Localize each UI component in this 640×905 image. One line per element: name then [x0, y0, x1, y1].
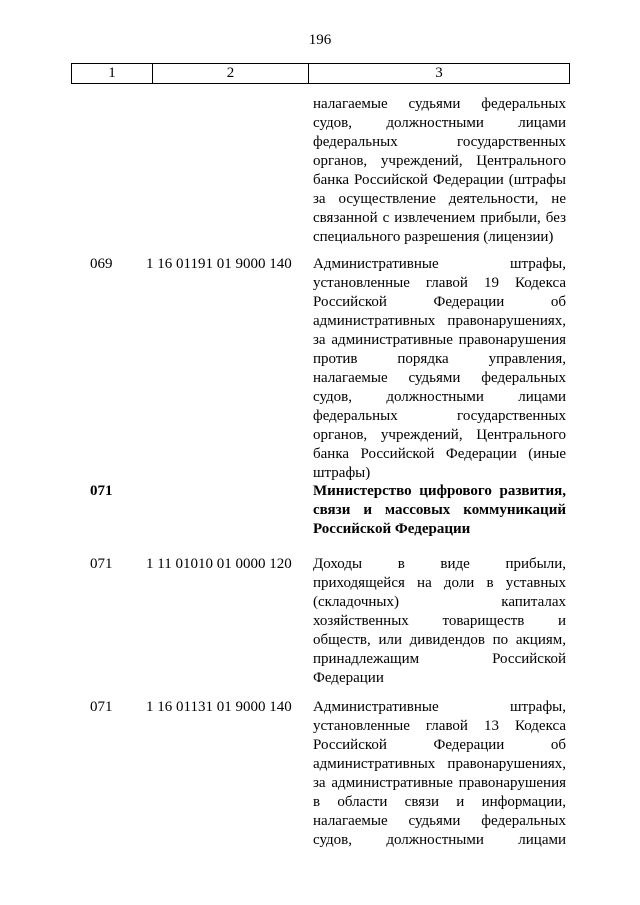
- description-line: налагаемые судьями федеральных: [313, 96, 566, 112]
- description-line: за административные правонарушения: [313, 775, 566, 791]
- row-description: [313, 698, 566, 850]
- description-line: судов, должностными лицами: [313, 389, 566, 405]
- description-line: органов, учреждений, Центрального: [313, 153, 566, 169]
- description-line: налагаемые судьями федеральных: [313, 813, 566, 829]
- description-line: хозяйственных товариществ и: [313, 613, 566, 629]
- description-line: Российской Федерации об: [313, 294, 566, 310]
- description-line: федеральных государственных: [313, 134, 566, 150]
- admin-code: 071: [90, 699, 113, 715]
- admin-code: 071: [90, 483, 113, 499]
- description-line: приходящейся на доли в уставных: [313, 575, 566, 591]
- description-line: Российской Федерации об: [313, 737, 566, 753]
- description-line: банка Российской Федерации (иные: [313, 446, 566, 462]
- column-header-row: [72, 64, 570, 84]
- description-line: обществ, или дивидендов по акциям,: [313, 632, 566, 648]
- budget-classification-code: 1 11 01010 01 0000 120: [146, 556, 292, 572]
- column-header-1: 1: [72, 64, 153, 84]
- description-line: штрафы): [313, 465, 371, 481]
- row-description: [313, 255, 566, 483]
- description-line: установленные главой 13 Кодекса: [313, 718, 566, 734]
- budget-classification-code: 1 16 01131 01 9000 140: [146, 699, 292, 715]
- column-header-3: 3: [309, 64, 570, 84]
- description-line: принадлежащим Российской: [313, 651, 566, 667]
- description-line: судов, должностными лицами: [313, 115, 566, 131]
- admin-code: 069: [90, 256, 113, 272]
- ministry-name: [313, 482, 566, 539]
- column-header-2: 2: [153, 64, 309, 84]
- description-line: налагаемые судьями федеральных: [313, 370, 566, 386]
- column-header-table: [71, 63, 570, 84]
- description-line: Доходы в виде прибыли,: [313, 556, 566, 572]
- description-line: Административные штрафы,: [313, 699, 566, 715]
- description-line: федеральных государственных: [313, 408, 566, 424]
- description-line: связанной с извлечением прибыли, без: [313, 210, 566, 226]
- description-line: против порядка управления,: [313, 351, 566, 367]
- description-line: Федерации: [313, 670, 384, 686]
- description-line: административных правонарушениях,: [313, 313, 566, 329]
- description-line: установленные главой 19 Кодекса: [313, 275, 566, 291]
- description-line: (складочных) капиталах: [313, 594, 566, 610]
- admin-code: 071: [90, 556, 113, 572]
- description-line: административных правонарушениях,: [313, 756, 566, 772]
- page-number: 196: [308, 32, 332, 48]
- description-line: органов, учреждений, Центрального: [313, 427, 566, 443]
- description-line: за административные правонарушения: [313, 332, 566, 348]
- description-line: Административные штрафы,: [313, 256, 566, 272]
- description-line: связи и массовых коммуникаций: [313, 502, 566, 518]
- description-line: банка Российской Федерации (штрафы: [313, 172, 566, 188]
- description-line: Министерство цифрового развития,: [313, 483, 566, 499]
- description-line: за осуществление деятельности, не: [313, 191, 566, 207]
- description-line: Российской Федерации: [313, 521, 471, 537]
- description-line: специального разрешения (лицензии): [313, 229, 554, 245]
- budget-classification-code: 1 16 01191 01 9000 140: [146, 256, 292, 272]
- description-line: судов, должностными лицами: [313, 832, 566, 848]
- row-description: [313, 555, 566, 688]
- description-line: в области связи и информации,: [313, 794, 566, 810]
- row-description: [313, 95, 566, 247]
